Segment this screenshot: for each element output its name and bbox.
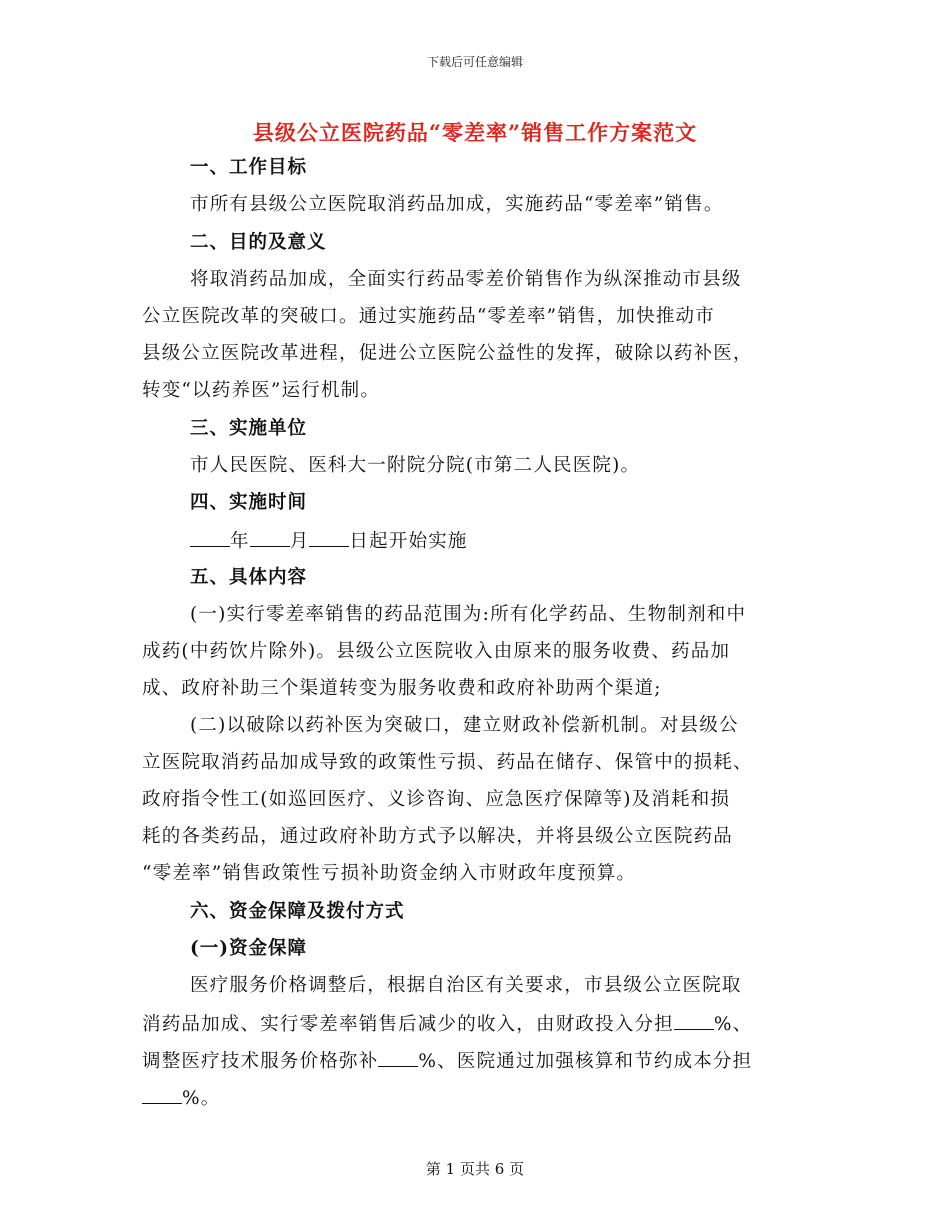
paragraph-line: “零差率”销售政策性亏损补助资金纳入市财政年度预算。: [142, 863, 637, 884]
paragraph-line: 立医院取消药品加成导致的政策性亏损、药品在储存、保管中的损耗、: [142, 752, 753, 773]
header-note: 下载后可任意编辑: [426, 55, 523, 69]
paragraph-line: [142, 1048, 752, 1074]
day-label: 日起开始实施: [349, 531, 468, 552]
paragraph-line: 成药(中药饮片除外)。县级公立医院收入由原来的服务收费、药品加: [142, 641, 731, 662]
paragraph-line: [142, 1011, 752, 1037]
percent-blank[interactable]: [142, 1085, 182, 1104]
day-blank[interactable]: [309, 528, 349, 547]
paragraph-line: 市所有县级公立医院取消药品加成，实施药品“零差率”销售。: [190, 194, 724, 215]
section-heading-content: 五、具体内容: [190, 567, 308, 588]
text-span: %、: [713, 1014, 753, 1035]
subsection-heading-funding: (一)资金保障: [190, 938, 308, 959]
paragraph-line: 县级公立医院改革进程，促进公立医院公益性的发挥，破除以药补医，: [142, 343, 753, 364]
section-heading-purpose: 二、目的及意义: [190, 232, 327, 253]
text-span: 调整医疗技术服务价格弥补: [142, 1051, 379, 1072]
paragraph-line: 医疗服务价格调整后，根据自治区有关要求，市县级公立医院取: [190, 975, 742, 996]
text-span: 消药品加成、实行零差率销售后减少的收入，由财政投入分担: [142, 1014, 674, 1035]
percent-blank[interactable]: [378, 1048, 418, 1067]
paragraph-line: 转变“以药养医”运行机制。: [142, 380, 381, 401]
paragraph-line: (一)实行零差率销售的药品范围为:所有化学药品、生物制剂和中: [190, 604, 747, 625]
text-span: %。: [182, 1088, 221, 1109]
percent-blank[interactable]: [674, 1011, 714, 1030]
document-title: 县级公立医院药品“零差率”销售工作方案范文: [252, 120, 698, 145]
date-fill-line: [190, 528, 468, 554]
section-heading-time: 四、实施时间: [190, 492, 308, 513]
year-label: 年: [230, 531, 250, 552]
year-blank[interactable]: [190, 528, 230, 547]
text-span: %、医院通过加强核算和节约成本分担: [418, 1051, 753, 1072]
section-heading-units: 三、实施单位: [190, 418, 308, 439]
paragraph-line: 成、政府补助三个渠道转变为服务收费和政府补助两个渠道;: [142, 678, 662, 699]
paragraph-line: 公立医院改革的突破口。通过实施药品“零差率”销售，加快推动市: [142, 306, 715, 327]
paragraph-line: 政府指令性工(如巡回医疗、义诊咨询、应急医疗保障等)及消耗和损: [142, 789, 731, 810]
section-heading-funding: 六、资金保障及拨付方式: [190, 901, 405, 922]
paragraph-line: 耗的各类药品，通过政府补助方式予以解决，并将县级公立医院药品: [142, 826, 734, 847]
paragraph-line: 将取消药品加成，全面实行药品零差价销售作为纵深推动市县级: [190, 269, 742, 290]
paragraph-line: (二)以破除以药补医为突破口，建立财政补偿新机制。对县级公: [190, 715, 739, 736]
month-blank[interactable]: [250, 528, 290, 547]
paragraph-line: [142, 1085, 220, 1111]
month-label: 月: [289, 531, 310, 552]
section-heading-goals: 一、工作目标: [190, 157, 308, 178]
page-number: 第 1 页共 6 页: [425, 1160, 525, 1178]
paragraph-line: 市人民医院、医科大一附院分院(市第二人民医院)。: [190, 455, 641, 476]
